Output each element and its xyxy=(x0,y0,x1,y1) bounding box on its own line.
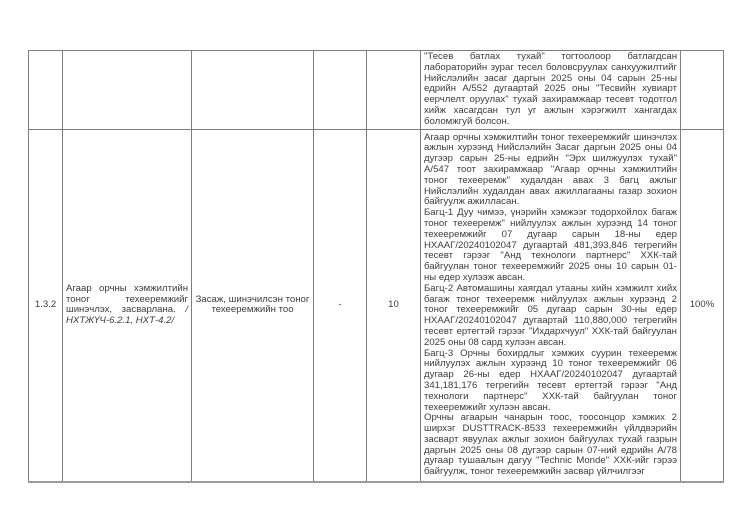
indicator-cell: Засаж, шинэчилсэн тоног техееремжийн тоо xyxy=(192,129,314,482)
implementation-paragraph: "Тесев батлах тухай" тогтоолоор батлагдсан лабораторийн зураг тесел боловсруулах санхуужилтийг Нийслэлийн засаг даргын 2025 оны 04 сарын 25-ны едрийн А/552 дугаартай 2025 оны "Тесвийн хувиарт еерчлелт оруулах" тухай захирамжаар тесевт тодотгол хийж хасагдсан тул уг ажлын хэрэгжилт хангагдах боломжгуй болсон. xyxy=(424,51,677,127)
implementation-paragraph: Агаар орчны хэмжилтийн тоног техееремжийг шинэчлэх ажлын хурээнд Нийслэлийн Засаг даргын 2025 оны 04 дугээр сарын 25-ны едрийн "Эрх шилжуулэх тухай" А/547 тоот захирамжаар "Агаар орчны хэмжилтийн тоног техееремж" худалдан авах 3 багц ажлыг Нийслэлийн худалдан авах ажиллагааны газар зохион байгуулж ажилласан. xyxy=(424,131,677,208)
percent-cell xyxy=(681,51,724,130)
implementation-cell xyxy=(421,129,681,482)
task-code: /НХТЖҮЧ-6.2.1, НХТ-4.2/ xyxy=(66,304,189,327)
task-name-text: Агаар орчны хэмжилтийн тоног техееремжийг шинэчлэх, засварлана. xyxy=(66,282,188,316)
activity-report-table xyxy=(28,50,724,483)
baseline-cell: - xyxy=(314,129,367,482)
implementation-cell xyxy=(421,51,681,130)
indicator-cell xyxy=(192,51,314,130)
target-cell xyxy=(367,51,421,130)
table-row-1-3-2 xyxy=(29,129,724,482)
row-number-cell: 1.3.2 xyxy=(29,129,63,482)
implementation-paragraph: Орчны агаарын чанарын тоос, тоосонцор хэмжих 2 ширхэг DUSTTRACK-8533 техееремжийн үйлдвэрийн засварт явуулах ажлыг зохион байгуулах тухай газрын даргын 2025 оны 08 дугээр сарын 07-ний едрийн А/78 дугаар тушаалын дагуу "Technic Monde" ХХК-ийг гэрээ байгуулж, тоног техееремжийн засвар үйлчилгээг xyxy=(424,412,677,478)
table-row-continued xyxy=(29,51,724,130)
percent-cell: 100% xyxy=(681,129,724,482)
implementation-paragraph: Багц-1 Дуу чимээ, үнэрийн хэмжээг тодорхойлох багаж тоног техееремж" нийлуулэх ажлын хурээнд 14 тоног техееремжийг 07 дугаар сарын 18-ны едер НХААГ/20240102047 дугаартай 481,393,846 тегрегийн тесевт гэрээг "Анд технологи партнерс" ХХК-тай байгуулан тоног техееремжийг 2025 оны 10 сарын 01-ны едер хулээж авсан. xyxy=(424,207,677,283)
target-cell: 10 xyxy=(367,129,421,482)
task-name-cell xyxy=(63,51,192,130)
implementation-paragraph: Багц-3 Орчны бохирдлыг хэмжих суурин техееремж нийлуулэх ажлын хурээнд 10 тоног техееремжийг 06 дугаар 26-ны едер НХААГ/20240102047 дугаартай 341,181,176 тегрегийн тесевт ертегтэй гэрээг "Анд технологи партнерс" ХХК-тай байгуулан тоног техееремжийг хулээн авсан. xyxy=(424,347,677,413)
baseline-cell xyxy=(314,51,367,130)
row-number-cell xyxy=(29,51,63,130)
implementation-paragraph: Багц-2 Автомашины хаягдал утааны хийн хэмжилт хийх багаж тоног техееремж нийлуулэх ажлын хурээнд 2 тоног техееремжийг 05 дугаар сарын 30-ны едер НХААГ/20240102047 дугаартай 110,880,000 тегрегийн тесевт ертегтэй гэрээг "Ихдархчуул" ХХК-тай байгуулан 2025 оны 08 сард хулээн авсан. xyxy=(424,282,677,348)
task-name-cell xyxy=(63,129,192,482)
